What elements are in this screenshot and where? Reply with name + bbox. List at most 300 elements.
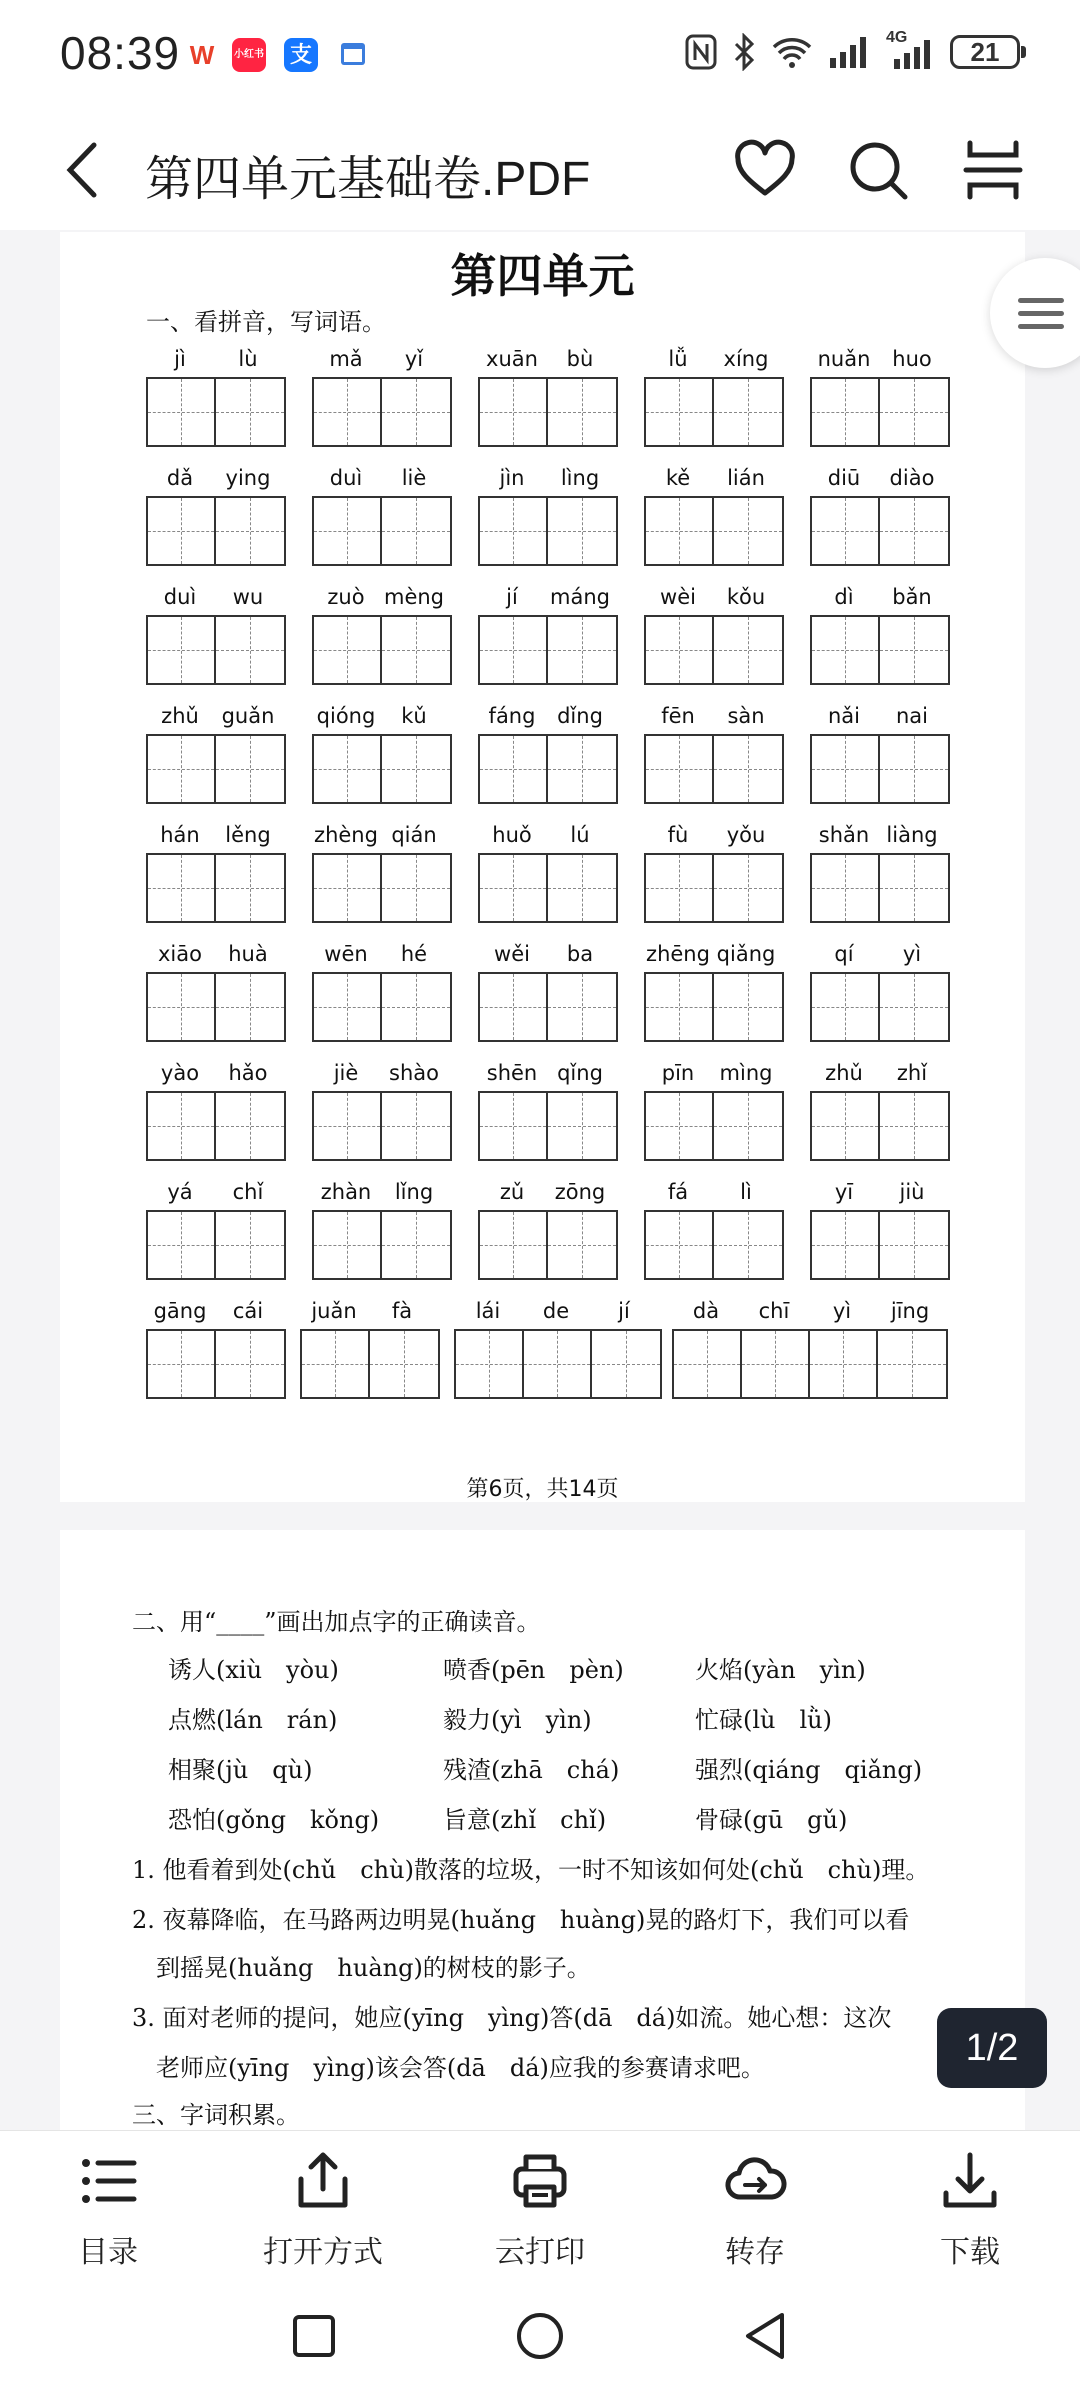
pinyin-label: máng [550,585,610,609]
pinyin-label: duì [329,466,363,490]
tianzige-cell [812,498,880,564]
pinyin-label: dǐng [557,704,603,728]
writing-boxes [478,377,618,447]
word-group [810,942,950,1042]
cloud-print-button[interactable] [450,2149,630,2271]
pinyin-label: wēn [324,942,368,966]
tianzige-cell [216,1212,284,1278]
tianzige-cell [480,1212,548,1278]
word-group [810,823,950,923]
pinyin-label: huo [892,347,932,371]
document-title: 第四单元基础卷.PDF [145,153,591,206]
tianzige-cell [714,617,782,683]
tianzige-cell [216,1331,284,1397]
word-group [810,466,950,566]
open-with-button[interactable] [233,2149,413,2271]
tianzige-cell [812,617,880,683]
tianzige-cell [148,617,216,683]
writing-boxes [312,1091,452,1161]
word-group [312,347,452,447]
pinyin-label: jīng [890,1299,930,1323]
tianzige-cell [370,1331,438,1397]
writing-boxes [644,615,784,685]
writing-boxes [810,1210,950,1280]
word-group [810,1180,950,1280]
status-bar [0,0,1080,110]
pinyin-label: de [542,1299,570,1323]
grid-row [146,942,1018,1042]
pinyin-label: duì [163,585,197,609]
pinyin-label: lǐng [394,1180,434,1204]
word-group [312,704,452,804]
word-group [810,704,950,804]
tianzige-cell [216,498,284,564]
writing-boxes [478,734,618,804]
word-group [810,1061,950,1161]
writing-boxes [146,1210,286,1280]
pinyin-label: yào [160,1061,200,1085]
printer-icon [508,2149,572,2213]
pinyin-label: lù [238,347,258,371]
tianzige-cell [524,1331,592,1397]
choice-item: 喷香(pēn pèn) [443,1656,624,1684]
tianzige-cell [456,1331,524,1397]
choice-item: 诱人(xiù yòu) [168,1656,339,1684]
tianzige-cell [382,736,450,802]
pdf-page-7[interactable] [60,1530,1025,2130]
writing-boxes [478,853,618,923]
pinyin-label: zǔ [499,1180,525,1204]
tianzige-cell [148,1093,216,1159]
page-indicator[interactable]: 1/2 [937,2008,1047,2088]
section-1-heading: 一、看拼音，写词语。 [146,308,386,336]
page-number: 第6页，共14页 [466,1477,619,1502]
choice-item: 恐怕(gǒng kǒng) [168,1806,380,1834]
home-button[interactable] [514,2310,566,2362]
pinyin-label: pīn [661,1061,695,1085]
cloud-save-icon [723,2149,787,2213]
pinyin-label: huǒ [492,823,532,847]
choice-item: 相聚(jù qù) [168,1756,313,1784]
pinyin-label: wèi [660,585,696,609]
writing-boxes [672,1329,948,1399]
tianzige-cell [548,1212,616,1278]
tianzige-cell [216,1093,284,1159]
tianzige-cell [148,974,216,1040]
pinyin-label: lián [727,466,765,490]
search-icon [843,135,913,205]
writing-boxes [312,1210,452,1280]
pinyin-label: zōng [554,1180,606,1204]
pinyin-label: jì [174,347,186,371]
tianzige-cell [548,974,616,1040]
sentence-line: 3. 面对老师的提问，她应(yīng yìng)答(dā dá)如流。她心想：这次 [132,2004,892,2032]
word-group [146,347,286,447]
tianzige-cell [880,974,948,1040]
word-group [478,1061,618,1161]
grid-row [146,704,1018,804]
tianzige-cell [480,1093,548,1159]
bluetooth-icon [732,33,756,71]
word-group [312,585,452,685]
grid-row [146,1299,1018,1399]
pinyin-label: jiù [899,1180,925,1204]
word-group [644,704,784,804]
tianzige-cell [480,736,548,802]
word-group [810,585,950,685]
pinyin-label: mèng [383,585,445,609]
tianzige-cell [646,617,714,683]
tianzige-cell [480,617,548,683]
writing-boxes [478,1091,618,1161]
tianzige-cell [646,1212,714,1278]
tianzige-cell [216,379,284,445]
search-button[interactable] [843,135,913,205]
pinyin-label: fáng [488,704,536,728]
choice-item: 点燃(lán rán) [168,1706,338,1734]
tianzige-cell [480,498,548,564]
tianzige-cell [880,736,948,802]
pinyin-label: nuǎn [817,347,871,371]
tianzige-cell [480,974,548,1040]
pinyin-label: hán [160,823,200,847]
pinyin-label: diào [889,466,935,490]
section-3-heading: 三、字词积累。 [132,2101,300,2129]
word-group [478,347,618,447]
pinyin-label: lǚ [668,347,688,371]
pinyin-label: guǎn [221,704,275,728]
word-group [300,1299,440,1399]
writing-boxes [312,972,452,1042]
tianzige-cell [148,379,216,445]
tianzige-cell [548,855,616,921]
pinyin-label: zhǔ [161,704,199,728]
tianzige-cell [592,1331,660,1397]
wifi-icon [770,33,814,71]
tianzige-cell [880,855,948,921]
tianzige-cell [714,736,782,802]
tianzige-cell [714,498,782,564]
pinyin-label: yá [167,1180,193,1204]
word-group [644,1180,784,1280]
download-button[interactable] [880,2149,1060,2271]
word-group [312,942,452,1042]
pinyin-label: nǎi [827,704,860,728]
signal-4g-icon: 4G [886,33,936,71]
tianzige-cell [714,974,782,1040]
pinyin-label: lěng [225,823,271,847]
pinyin-label: zhēng [646,942,710,966]
pinyin-label: lì [740,1180,752,1204]
choice-item: 忙碌(lù lǜ) [695,1706,832,1734]
tianzige-cell [742,1331,810,1397]
writing-boxes [810,734,950,804]
unit-title: 第四单元 [450,249,635,303]
calendar-icon [336,38,370,72]
tianzige-cell [148,498,216,564]
tianzige-cell [548,736,616,802]
tianzige-cell [880,617,948,683]
word-group [672,1299,948,1399]
tianzige-cell [314,736,382,802]
pinyin-label: cái [232,1299,264,1323]
word-group [478,466,618,566]
pinyin-label: jí [618,1299,630,1323]
pinyin-label: qián [391,823,437,847]
writing-boxes [478,1210,618,1280]
recent-apps-button[interactable] [290,2312,338,2360]
choice-item: 残渣(zhā chá) [443,1756,620,1784]
pinyin-label: liàng [886,823,938,847]
pinyin-label: yì [832,1299,852,1323]
word-group [478,1180,618,1280]
tianzige-cell [812,855,880,921]
pinyin-label: diū [827,466,861,490]
pinyin-label: qiǎng [716,942,776,966]
pinyin-label: dà [692,1299,720,1323]
writing-boxes [644,972,784,1042]
toolbar-label: 云打印 [495,2236,585,2269]
pinyin-label: wu [232,585,264,609]
favorite-button[interactable] [730,135,800,205]
tianzige-cell [382,498,450,564]
heart-icon [730,135,800,205]
word-group [146,1180,286,1280]
toolbar-label: 转存 [725,2236,785,2269]
writing-boxes [810,972,950,1042]
tianzige-cell [674,1331,742,1397]
word-group [478,585,618,685]
alipay-icon: 支 [284,38,318,72]
tianzige-cell [216,617,284,683]
tianzige-cell [880,1093,948,1159]
tianzige-cell [382,1212,450,1278]
pinyin-label: lú [570,823,590,847]
bottom-toolbar [0,2130,1080,2291]
tianzige-cell [646,379,714,445]
writing-boxes [146,1091,286,1161]
tianzige-cell [812,974,880,1040]
pinyin-label: lái [475,1299,501,1323]
tianzige-cell [812,1212,880,1278]
pinyin-label: chī [758,1299,790,1323]
tianzige-cell [880,1212,948,1278]
nfc-icon [684,33,718,71]
tianzige-cell [646,1093,714,1159]
writing-boxes [454,1329,662,1399]
clock: 08:39 [60,27,181,79]
word-group [644,942,784,1042]
writing-boxes [810,377,950,447]
tianzige-cell [314,498,382,564]
pinyin-label: shào [389,1061,439,1085]
toolbar-label: 下载 [940,2236,1000,2269]
word-group [478,823,618,923]
tianzige-cell [216,855,284,921]
pinyin-label: fù [667,823,689,847]
writing-boxes [312,496,452,566]
pinyin-label: yǒu [726,823,766,847]
writing-boxes [478,615,618,685]
pinyin-label: yǐ [404,347,424,371]
tianzige-cell [302,1331,370,1397]
tianzige-cell [382,1093,450,1159]
pinyin-label: qióng [316,704,376,728]
word-group [478,942,618,1042]
writing-boxes [146,972,286,1042]
fit-view-button[interactable] [958,135,1028,205]
writing-boxes [312,615,452,685]
writing-boxes [644,734,784,804]
sentence-line: 老师应(yīng yìng)该会答(dā dá)应我的参赛请求吧。 [132,2054,765,2082]
tianzige-cell [148,1331,216,1397]
writing-boxes [312,377,452,447]
choice-item: 强烈(qiáng qiǎng) [695,1756,923,1784]
word-group [810,347,950,447]
grid-row [146,823,1018,923]
pinyin-label: kǒu [726,585,766,609]
word-group [644,466,784,566]
tianzige-cell [812,736,880,802]
word-group [146,585,286,685]
share-upload-icon [291,2149,355,2213]
pinyin-label: shēn [486,1061,538,1085]
tianzige-cell [382,974,450,1040]
pinyin-label: qǐng [557,1061,603,1085]
tianzige-cell [878,1331,946,1397]
pinyin-label: zuò [327,585,365,609]
pinyin-label: dì [834,585,854,609]
writing-boxes [644,1210,784,1280]
writing-boxes [810,1091,950,1161]
battery-indicator: 21 [950,35,1020,69]
expand-vertical-icon [958,135,1028,205]
system-indicators [684,30,1020,74]
grid-row [146,1061,1018,1161]
pinyin-label: wěi [494,942,530,966]
pinyin-label: mǎ [329,347,363,371]
tianzige-cell [480,855,548,921]
tianzige-cell [714,1212,782,1278]
writing-boxes [146,496,286,566]
tianzige-cell [314,855,382,921]
tianzige-cell [646,498,714,564]
list-icon [76,2149,140,2213]
word-group [644,823,784,923]
back-nav-button[interactable] [740,2310,790,2362]
writing-boxes [146,1329,286,1399]
pinyin-label: bǎn [892,585,932,609]
tianzige-cell [314,379,382,445]
word-group [146,1299,286,1399]
tianzige-cell [548,498,616,564]
writing-boxes [478,972,618,1042]
tianzige-cell [646,855,714,921]
toolbar-label: 目录 [78,2236,138,2269]
sentence-line: 1. 他看着到处(chǔ chù)散落的垃圾，一时不知该如何处(chǔ chù)理。 [132,1856,930,1884]
writing-boxes [810,615,950,685]
grid-row [146,466,1018,566]
tianzige-cell [382,379,450,445]
catalog-button[interactable] [18,2149,198,2271]
pinyin-label: kě [665,466,691,490]
pinyin-label: zhǐ [896,1061,928,1085]
writing-boxes [644,377,784,447]
pinyin-label: hǎo [228,1061,268,1085]
pinyin-label: dǎ [166,466,194,490]
toolbar-label: 打开方式 [263,2236,383,2269]
word-group [146,1061,286,1161]
pinyin-label: qí [834,942,854,966]
writing-boxes [810,853,950,923]
tianzige-cell [480,379,548,445]
system-navigation-bar [0,2290,1080,2387]
pinyin-label: liè [401,466,427,490]
word-group [312,1180,452,1280]
writing-boxes [644,853,784,923]
tianzige-cell [548,1093,616,1159]
pinyin-label: yì [902,942,922,966]
back-button[interactable] [50,135,120,205]
tianzige-cell [548,617,616,683]
pinyin-label: zhèng [314,823,378,847]
pinyin-label: jí [506,585,518,609]
word-group [146,704,286,804]
word-group [644,347,784,447]
tianzige-cell [382,855,450,921]
tianzige-cell [812,1093,880,1159]
tianzige-cell [148,1212,216,1278]
pinyin-label: sàn [727,704,765,728]
back-arrow-icon [50,135,120,205]
tianzige-cell [714,1093,782,1159]
save-to-cloud-button[interactable] [665,2149,845,2271]
word-group [312,823,452,923]
pinyin-label: kǔ [401,704,427,728]
pinyin-label: ba [566,942,594,966]
pinyin-label: bù [566,347,594,371]
tianzige-cell [714,855,782,921]
signal-icon [828,34,872,70]
word-group [146,823,286,923]
pinyin-label: hé [400,942,428,966]
sentence-line: 到摇晃(huǎng huàng)的树枝的影子。 [132,1954,591,1982]
pinyin-label: fēn [661,704,695,728]
writing-boxes [146,734,286,804]
pdf-page-6[interactable] [60,232,1025,1502]
writing-boxes [478,496,618,566]
tianzige-cell [812,379,880,445]
pinyin-label: fá [667,1180,689,1204]
writing-boxes [146,615,286,685]
pinyin-label: jìn [499,466,525,490]
pinyin-label: zhǔ [825,1061,863,1085]
grid-row [146,585,1018,685]
pinyin-label: xuān [486,347,538,371]
pinyin-label: chǐ [232,1180,264,1204]
pinyin-label: xíng [723,347,769,371]
writing-boxes [644,1091,784,1161]
tianzige-cell [314,617,382,683]
tianzige-cell [314,1093,382,1159]
writing-boxes [312,853,452,923]
pinyin-label: ying [225,466,271,490]
word-group [454,1299,662,1399]
word-group [312,466,452,566]
writing-boxes [810,496,950,566]
xiaohongshu-icon: 小红书 [232,38,266,72]
word-group [478,704,618,804]
